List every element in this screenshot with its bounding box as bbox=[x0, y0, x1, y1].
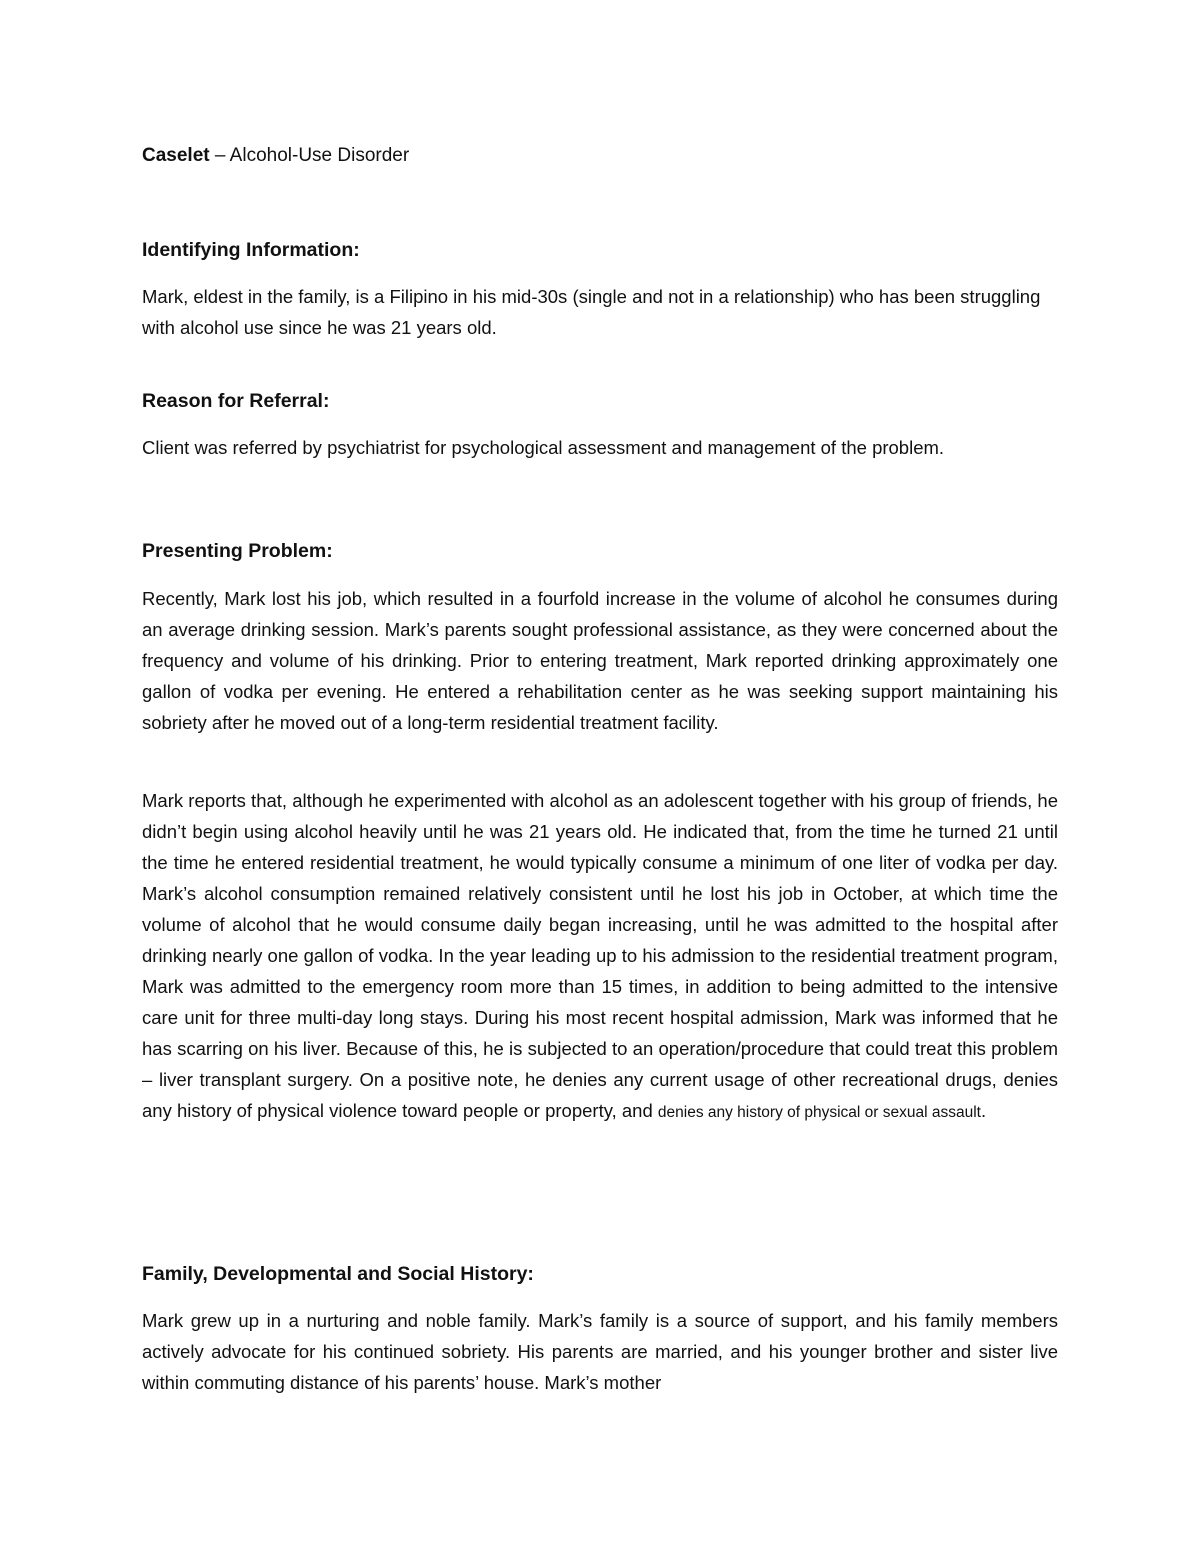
title-rest: – Alcohol-Use Disorder bbox=[209, 145, 410, 166]
heading-reason-for-referral: Reason for Referral: bbox=[142, 390, 330, 412]
paragraph-2-end: . bbox=[980, 1100, 987, 1121]
paragraph-identifying-information: Mark, eldest in the family, is a Filipino in his mid-30s (single and not in a relationship) who has been struggling with alcohol use since he was 21 years old. bbox=[142, 286, 1041, 338]
paragraph-family-history: Mark grew up in a nurturing and noble family. Mark’s family is a source of support, and his family members actively advocate for his continued sobriety. His parents are married, and his younger brother and sister live within commuting distance of his parents’ house. Mark’s mother bbox=[142, 1310, 1058, 1393]
paragraph-reason-for-referral: Client was referred by psychiatrist for psychological assessment and management of the problem. bbox=[142, 437, 945, 458]
title-bold-part: Caselet bbox=[142, 145, 210, 166]
heading-identifying-information: Identifying Information: bbox=[142, 239, 360, 261]
paragraph-2-main-text: Mark reports that, although he experimented with alcohol as an adolescent together with his group of friends, he didn’t begin using alcohol heavily until he was 21 years old. He indicated that, from the time he turned 21 until the time he entered residential treatment, he would typically consume a minimum of one liter of vodka per day. Mark’s alcohol consumption remained relatively consistent until he lost his job in October, at which time the volume of alcohol that he would consume daily began increasing, until he was admitted to the hospital after drinking nearly one gallon of vodka. In the year leading up to his admission to the residential treatment program, Mark was admitted to the emergency room more than 15 times, in addition to being admitted to the intensive care unit for three multi-day long stays. During his most recent hospital admission, Mark was informed that he has scarring on his liver. Because of this, he is subjected to an operation/procedure that could treat this problem – liver transplant surgery. On a positive note, he denies any current usage of other recreational drugs, denies any history of physical violence toward people or property, and bbox=[142, 790, 1058, 1121]
paragraph-presenting-problem-1: Recently, Mark lost his job, which resulted in a fourfold increase in the volume of alcohol he consumes during an average drinking session. Mark’s parents sought professional assistance, as they were concerned about the frequency and volume of his drinking. Prior to entering treatment, Mark reported drinking approximately one gallon of vodka per evening. He entered a rehabilitation center as he was seeking support maintaining his sobriety after he moved out of a long-term residential treatment facility. bbox=[142, 588, 1058, 733]
heading-presenting-problem: Presenting Problem: bbox=[142, 540, 333, 562]
document-title bbox=[142, 143, 409, 169]
paragraph-presenting-problem-2 bbox=[142, 785, 1058, 1128]
heading-family-history: Family, Developmental and Social History: bbox=[142, 1263, 534, 1285]
paragraph-2-small-text: denies any history of physical or sexual assault bbox=[657, 1104, 981, 1121]
